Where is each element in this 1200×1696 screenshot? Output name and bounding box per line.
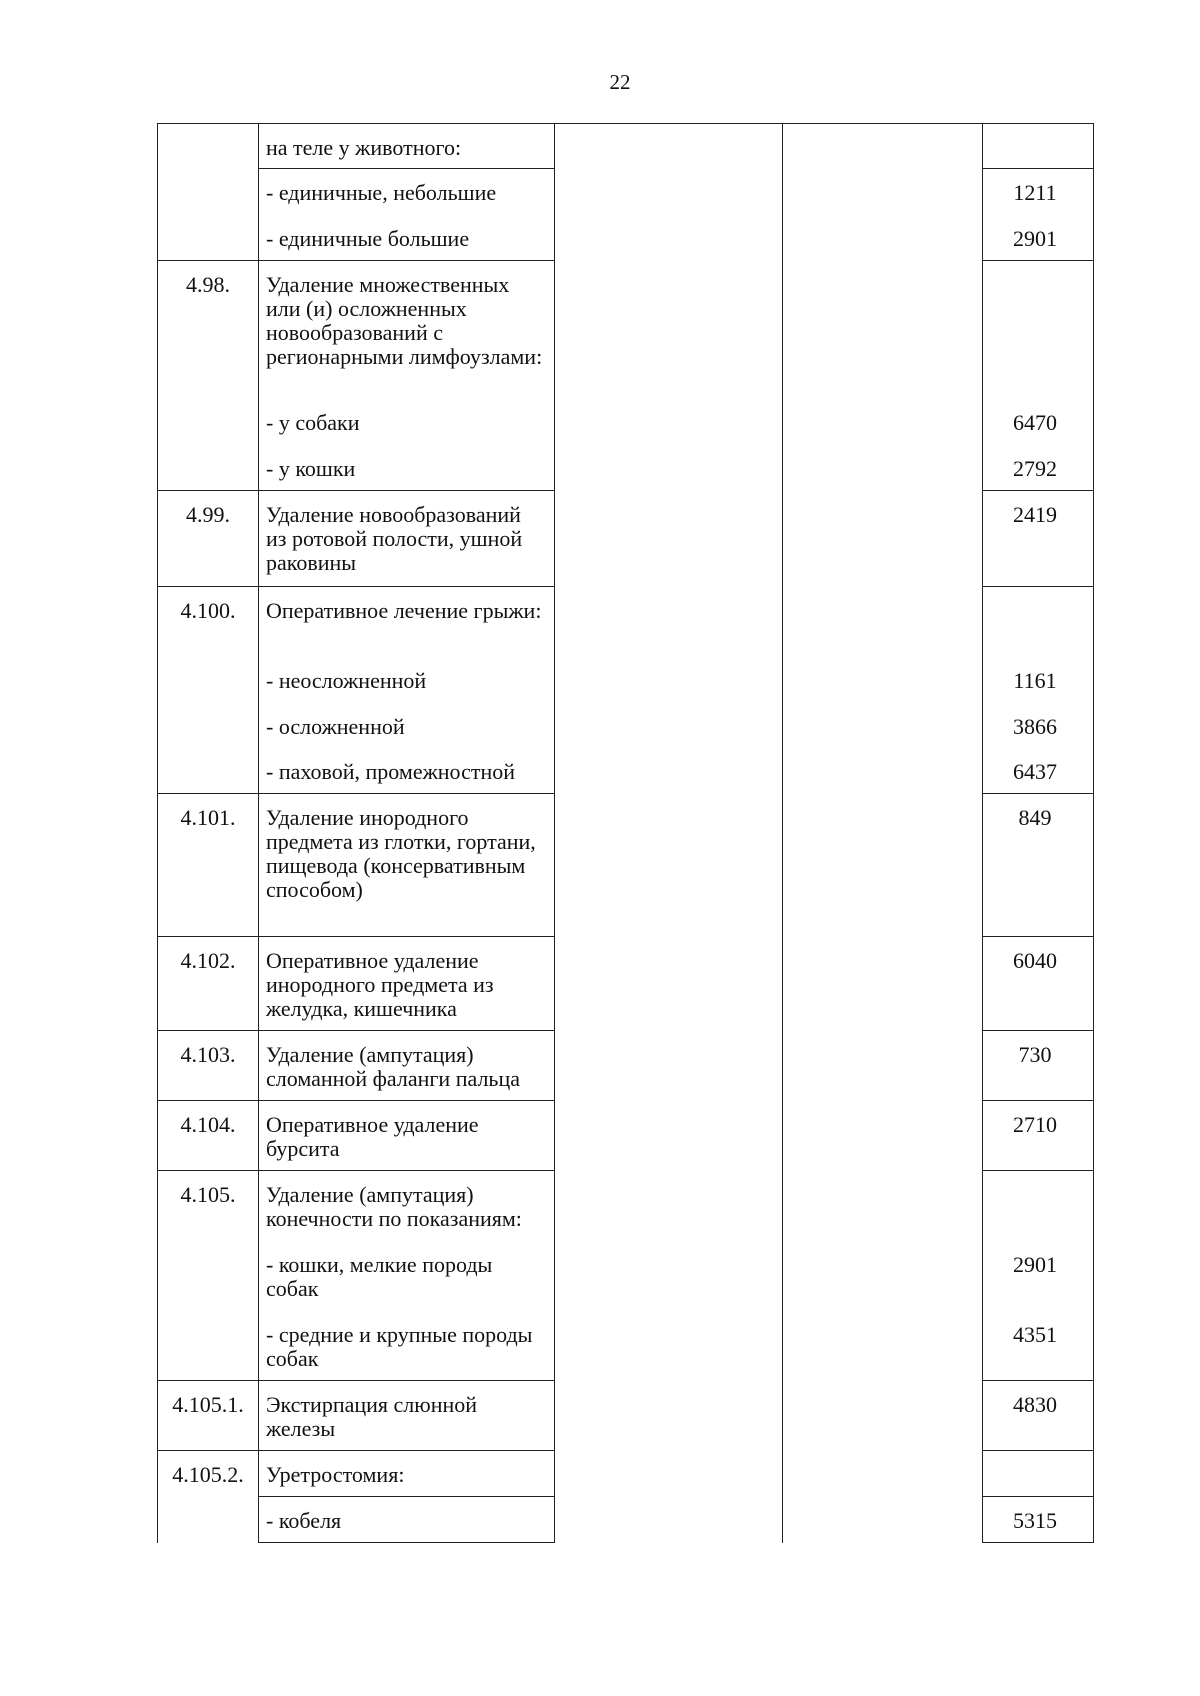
- price-value: 4351: [983, 1311, 1094, 1381]
- item-number: 4.103.: [158, 1031, 259, 1101]
- service-description: - единичные большие: [259, 215, 555, 261]
- service-description: Уретростомия:: [259, 1451, 555, 1497]
- item-number: 4.98.: [158, 261, 259, 491]
- item-number: 4.105.2.: [158, 1451, 259, 1543]
- service-description: - у собаки: [259, 399, 555, 445]
- price-value: 2901: [983, 1241, 1094, 1311]
- price-value: 6470: [983, 399, 1094, 445]
- price-value: 1161: [983, 657, 1094, 703]
- service-description: Экстирпация слюнной железы: [259, 1381, 555, 1451]
- service-description: - кошки, мелкие породы собак: [259, 1241, 555, 1311]
- service-description: на теле у животного:: [259, 124, 555, 169]
- service-description: - осложненной: [259, 703, 555, 748]
- service-description: Удаление (ампутация) сломанной фаланги пальца: [259, 1031, 555, 1101]
- price-value: [983, 587, 1094, 657]
- price-value: 2792: [983, 445, 1094, 491]
- price-table: [157, 123, 1094, 1543]
- item-number: 4.104.: [158, 1101, 259, 1171]
- price-value: 730: [983, 1031, 1094, 1101]
- price-value: 1211: [983, 169, 1094, 215]
- price-value: 6437: [983, 748, 1094, 794]
- service-description: Оперативное удаление бурсита: [259, 1101, 555, 1171]
- service-description: Удаление инородного предмета из глотки, гортани, пищевода (консервативным способом): [259, 794, 555, 937]
- price-value: [983, 1171, 1094, 1241]
- price-value: 4830: [983, 1381, 1094, 1451]
- price-value: 3866: [983, 703, 1094, 748]
- service-description: - кобеля: [259, 1497, 555, 1543]
- service-description: Оперативное лечение грыжи:: [259, 587, 555, 657]
- item-number: 4.105.1.: [158, 1381, 259, 1451]
- service-description: - неосложненной: [259, 657, 555, 703]
- item-number: 4.101.: [158, 794, 259, 937]
- item-number: 4.99.: [158, 491, 259, 587]
- service-description: Оперативное удаление инородного предмета из желудка, кишечника: [259, 937, 555, 1031]
- service-description: - паховой, промежностной: [259, 748, 555, 794]
- service-description: - единичные, небольшие: [259, 169, 555, 215]
- service-description: - средние и крупные породы собак: [259, 1311, 555, 1381]
- service-description: - у кошки: [259, 445, 555, 491]
- item-number: 4.102.: [158, 937, 259, 1031]
- price-value: 849: [983, 794, 1094, 937]
- price-value: 5315: [983, 1497, 1094, 1543]
- table-body: [158, 124, 1094, 1543]
- item-number: 4.105.: [158, 1171, 259, 1381]
- empty-column-4: [783, 124, 983, 1543]
- service-description: Удаление новообразований из ротовой полости, ушной раковины: [259, 491, 555, 587]
- price-value: 2419: [983, 491, 1094, 587]
- service-description: Удаление множественных или (и) осложненных новообразований с регионарными лимфоузлами:: [259, 261, 555, 399]
- page-number: 22: [609, 70, 631, 94]
- price-value: 2710: [983, 1101, 1094, 1171]
- price-value: 2901: [983, 215, 1094, 261]
- empty-column-3: [555, 124, 783, 1543]
- price-value: [983, 261, 1094, 399]
- price-value: [983, 124, 1094, 169]
- price-value: 6040: [983, 937, 1094, 1031]
- table-row: [158, 124, 1094, 169]
- item-number: 4.100.: [158, 587, 259, 794]
- service-description: Удаление (ампутация) конечности по показаниям:: [259, 1171, 555, 1241]
- item-number: [158, 124, 259, 261]
- price-value: [983, 1451, 1094, 1497]
